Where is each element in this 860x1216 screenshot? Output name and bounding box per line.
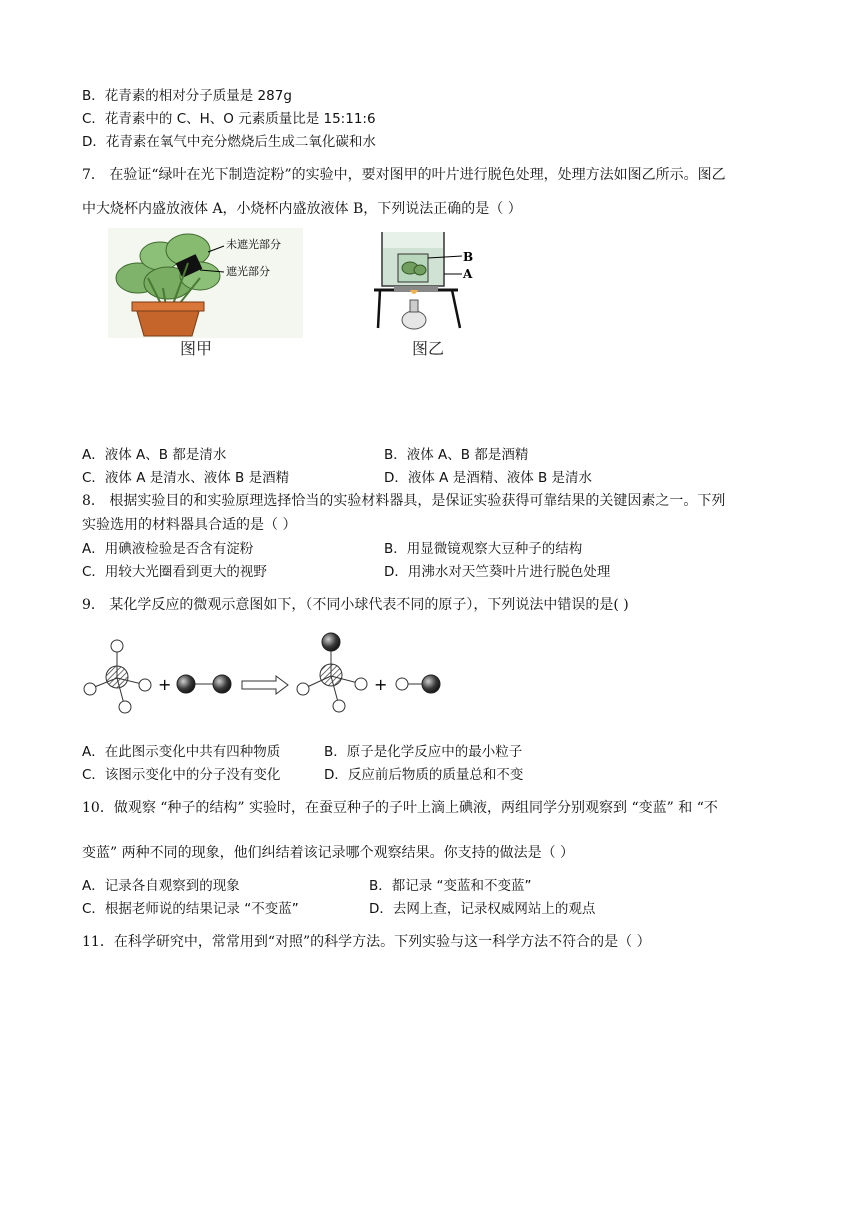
q9-stem: 9． 某化学反应的微观示意图如下，（不同小球代表不同的原子），下列说法中错误的是( ) — [82, 597, 629, 613]
q8-stem-line2: 实验选用的材料器具合适的是（ ） — [82, 517, 297, 533]
figure-water-bath — [374, 228, 474, 338]
label-a: A — [463, 267, 473, 281]
reactant-molecule-2 — [177, 675, 231, 693]
label-b: B — [463, 250, 474, 264]
q6-option-b: B．花青素的相对分子质量是 287g — [82, 88, 292, 104]
reaction-diagram — [80, 628, 450, 718]
q7-stem-line1: 7． 在验证“绿叶在光下制造淀粉”的实验中，要对图甲的叶片进行脱色处理，处理方法如图乙所示。图乙 — [82, 167, 726, 183]
q7-stem-line2: 中大烧杯内盛放液体 A，小烧杯内盛放液体 B，下列说法正确的是（ ） — [82, 201, 522, 217]
q7-option-a: A．液体 A、B 都是清水 — [82, 447, 227, 463]
label-shaded: 遮光部分 — [226, 265, 270, 278]
reactant-molecule-1 — [84, 640, 151, 713]
q9-option-a: A．在此图示变化中共有四种物质 — [82, 744, 281, 760]
q6-option-c: C．花青素中的 C、H、O 元素质量比是 15:11:6 — [82, 111, 376, 127]
q10-stem-line2: 变蓝” 两种不同的现象，他们纠结着该记录哪个观察结果。你支持的做法是（ ） — [82, 845, 575, 861]
figure-plant — [108, 228, 303, 338]
q7-option-c: C．液体 A 是清水、液体 B 是酒精 — [82, 470, 290, 486]
q9-option-b: B．原子是化学反应中的最小粒子 — [324, 744, 523, 760]
q8-option-d: D．用沸水对天竺葵叶片进行脱色处理 — [384, 564, 611, 580]
q10-option-d: D．去网上查，记录权威网站上的观点 — [369, 901, 596, 917]
q8-option-b: B．用显微镜观察大豆种子的结构 — [384, 541, 583, 557]
figure-caption-jia: 图甲 — [180, 339, 213, 358]
figure-caption-yi: 图乙 — [412, 339, 445, 358]
q10-option-a: A．记录各自观察到的现象 — [82, 878, 240, 894]
q8-stem-line1: 8． 根据实验目的和实验原理选择恰当的实验材料器具，是保证实验获得可靠结果的关键因素之一。下列 — [82, 493, 726, 509]
product-molecule-1 — [297, 633, 367, 712]
q9-option-d: D．反应前后物质的质量总和不变 — [324, 767, 524, 783]
q11-stem: 11．在科学研究中，常常用到“对照”的科学方法。下列实验与这一科学方法不符合的是（ ） — [82, 934, 651, 950]
plus-sign-2: + — [374, 675, 388, 694]
q10-option-c: C．根据老师说的结果记录 “不变蓝” — [82, 901, 299, 917]
q8-option-a: A．用碘液检验是否含有淀粉 — [82, 541, 254, 557]
label-unshaded: 未遮光部分 — [226, 238, 281, 251]
q9-option-c: C．该图示变化中的分子没有变化 — [82, 767, 281, 783]
q7-option-b: B．液体 A、B 都是酒精 — [384, 447, 529, 463]
q10-stem-line1: 10．做观察 “种子的结构” 实验时，在蚕豆种子的子叶上滴上碘液，两组同学分别观察到 “变蓝” 和 “不 — [82, 800, 718, 816]
reaction-arrow — [242, 676, 288, 694]
q8-option-c: C．用较大光圈看到更大的视野 — [82, 564, 267, 580]
plus-sign-1: + — [158, 675, 172, 694]
q6-option-d: D．花青素在氧气中充分燃烧后生成二氧化碳和水 — [82, 134, 376, 150]
q7-option-d: D．液体 A 是酒精、液体 B 是清水 — [384, 470, 593, 486]
product-molecule-2 — [396, 675, 440, 693]
q10-option-b: B．都记录 “变蓝和不变蓝” — [369, 878, 532, 894]
